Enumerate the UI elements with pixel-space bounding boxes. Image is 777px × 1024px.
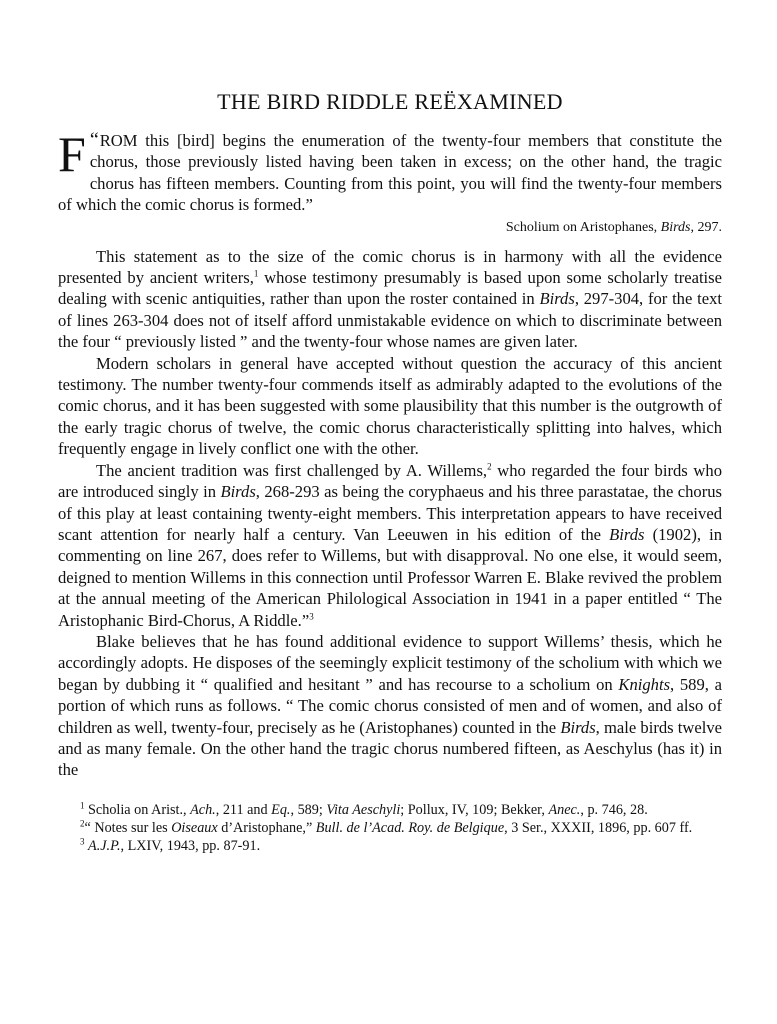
fn1-e: , 589; [290, 801, 327, 818]
epigraph-text: ROM this [bird] begins the enumeration of the twenty-four members that constitute the chorus, those previously listed having been taken in excess; on the other hand, the tragic chorus has fifteen members. Counting from this point, you will find the twenty-four members of which the comic chorus is formed.” [58, 131, 722, 215]
epigraph-open-quote: “ [89, 129, 99, 151]
p3-text-a: The ancient tradition was first challenged by A. Willems, [96, 460, 488, 480]
footnote-3-number: 3 [80, 836, 85, 847]
fn1-h: Anec. [548, 801, 581, 818]
footnote-2 [58, 819, 722, 837]
fn2-e: , 3 Ser., XXXII, 1896, pp. 607 ff. [504, 819, 693, 836]
page [58, 88, 722, 855]
paragraph-4 [58, 631, 722, 781]
footnote-2-number: 2 [80, 818, 85, 829]
p4-italic-knights: Knights [618, 674, 671, 694]
attribution-post: , 297. [690, 219, 722, 235]
paragraph-1 [58, 246, 722, 353]
p3-text-d: , 268-293 as being the coryphaeus and his three parastatae, the chorus of this play at least containing twenty-eight members. This interpretation appears to have received scant attention for nearly half a century. Van Leeuwen in his edition of the [58, 482, 722, 544]
p4-text-e: , male birds twelve and as many female. On the other hand the tragic chorus numbered fifteen, as Aeschylus (has it) in the [58, 717, 723, 780]
footnotes [58, 801, 722, 855]
fn2-d: Bull. de l’Acad. Roy. de Belgique [315, 819, 505, 836]
fn1-i: , p. 746, 28. [580, 801, 648, 818]
p4-text-a: Blake believes that he has found additional evidence to support Willems’ thesis, which he accordingly adopts. He disposes of the seemingly explicit testimony of the scholium with which we began by dubbing it “ qualified and hesitant ” and has recourse to a scholium on [58, 631, 722, 694]
p3-italic-birds-2: Birds [609, 524, 645, 544]
fn2-c: d’Aristophane,” [217, 819, 316, 836]
fn1-b: Ach. [190, 801, 216, 818]
epigraph-quote [58, 126, 722, 216]
footnote-ref-2: 2 [487, 461, 492, 472]
epigraph-attribution [58, 218, 722, 238]
paragraph-3 [58, 460, 722, 631]
footnote-ref-1: 1 [253, 268, 259, 279]
p1-text-a: This statement as to the size of the comic chorus is in harmony with all the evidence presented by ancient writers, [58, 246, 722, 288]
p3-text-b: who regarded the four birds who are introduced singly in [58, 460, 722, 502]
fn1-f: Vita Aeschyli [326, 801, 401, 818]
p3-italic-birds: Birds [220, 482, 256, 502]
fn3-b: , LXIV, 1943, pp. 87-91. [120, 837, 261, 854]
fn3-a: A.J.P. [88, 837, 121, 854]
fn1-g: ; Pollux, IV, 109; Bekker, [400, 801, 549, 818]
epigraph [58, 126, 722, 238]
p4-italic-birds: Birds [560, 717, 596, 737]
fn2-b: Oiseaux [171, 819, 218, 836]
body-text [58, 246, 722, 781]
p1-text-d: , 297-304, for the text of lines 263-304 does not of itself afford unmistakable evidence on which to discriminate between the four “ previously listed ” and the twenty-four whose names are given later. [58, 289, 723, 352]
fn1-c: , 211 and [215, 801, 272, 818]
fn2-a: “ Notes sur les [84, 819, 172, 836]
fn1-a: Scholia on Arist., [84, 801, 191, 818]
footnote-1-number: 1 [80, 800, 85, 811]
attribution-work: Birds [660, 219, 691, 235]
p1-italic-birds: Birds [539, 289, 575, 309]
attribution-pre: Scholium on Aristophanes, [505, 219, 661, 235]
fn1-d: Eq. [271, 801, 291, 818]
footnote-1 [58, 801, 722, 819]
paragraph-2: Modern scholars in general have accepted without question the accuracy of this ancient testimony. The number twenty-four commends itself as admirably adapted to the evolutions of the comic chorus, and it has been suggested with some plausibility that this number is the outgrowth of the early tragic chorus of twelve, the comic chorus characteristically splitting into halves, which frequently engage in lively conflict one with the other. [58, 353, 722, 459]
p1-text-b: whose testimony presumably is based upon some scholarly treatise dealing with scenic antiquities, rather than upon the roster contained in [58, 268, 722, 309]
page-title: THE BIRD RIDDLE REËXAMINED [217, 89, 563, 114]
drop-cap: F [58, 126, 86, 182]
p3-text-f: (1902), in commenting on line 267, does refer to Willems, but with disapproval. No one else, it would seem, deigned to mention Willems in this connection until Professor Warren E. Blake revived the problem at the annual meeting of the American Philological Association in 1941 in a paper entitled “ The Aristophanic Bird-Chorus, A Riddle.” [58, 524, 722, 630]
p4-text-c: , 589, a portion of which runs as follows. “ The comic chorus consisted of men and of women, and also of children as well, twenty-four, precisely as he (Aristophanes) counted in the [58, 674, 722, 737]
footnote-3 [58, 837, 722, 855]
footnote-ref-3: 3 [309, 611, 314, 621]
